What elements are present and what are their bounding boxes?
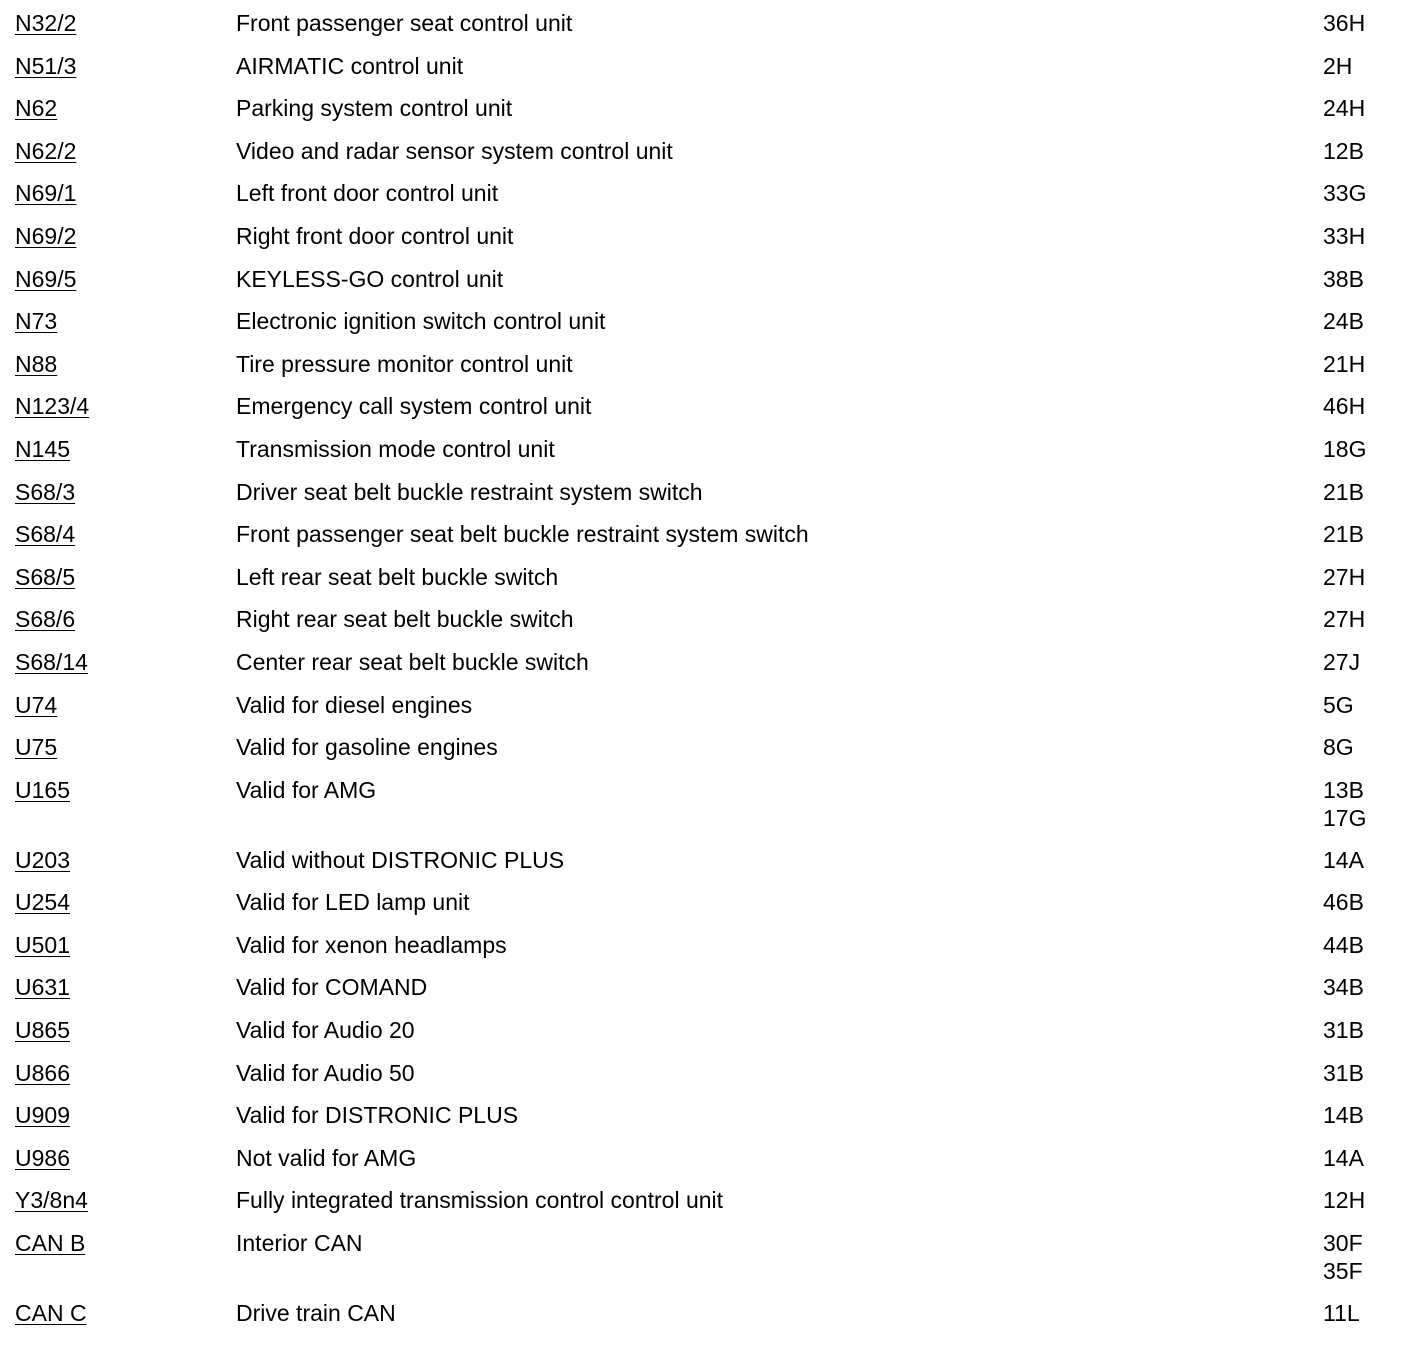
component-code-link[interactable]: N62/2 — [15, 137, 77, 164]
component-code-link[interactable]: N69/2 — [15, 222, 77, 249]
component-description: Valid for AMG — [236, 776, 377, 803]
component-description: Valid for diesel engines — [236, 691, 473, 718]
component-code-link[interactable]: N145 — [15, 435, 70, 462]
legend-row — [0, 605, 1408, 648]
grid-reference-list — [1323, 931, 1364, 959]
grid-reference: 31B — [1323, 1059, 1364, 1086]
component-description: Valid for DISTRONIC PLUS — [236, 1102, 519, 1129]
component-description: AIRMATIC control unit — [236, 52, 464, 79]
legend-row — [0, 520, 1408, 563]
component-description: Fully integrated transmission control control unit — [236, 1187, 724, 1214]
component-description: Valid without DISTRONIC PLUS — [236, 846, 565, 873]
component-code-link[interactable]: CAN C — [15, 1300, 87, 1327]
component-code-link[interactable]: N32/2 — [15, 10, 77, 36]
legend-row — [0, 1059, 1408, 1102]
grid-reference-list — [1323, 1144, 1364, 1172]
grid-reference-list — [1323, 888, 1364, 916]
legend-row — [0, 1299, 1408, 1342]
component-code-link[interactable]: U165 — [15, 776, 70, 803]
grid-reference-list — [1323, 137, 1364, 165]
grid-reference-list — [1323, 973, 1364, 1001]
component-code-link[interactable]: U74 — [15, 691, 58, 718]
grid-reference: 21H — [1323, 350, 1366, 377]
grid-reference-list — [1323, 94, 1365, 122]
grid-reference-list — [1323, 307, 1364, 335]
grid-reference-list — [1323, 520, 1364, 548]
grid-reference-list — [1323, 52, 1352, 80]
grid-reference-list — [1323, 265, 1364, 293]
component-code-link[interactable]: N51/3 — [15, 52, 77, 79]
legend-row — [0, 563, 1408, 606]
legend-row — [0, 137, 1408, 180]
grid-reference-list — [1323, 350, 1365, 378]
grid-reference: 46H — [1323, 393, 1366, 420]
component-description: Front passenger seat belt buckle restraint system switch — [236, 521, 809, 548]
grid-reference: 31B — [1323, 1017, 1364, 1044]
grid-reference-list — [1323, 222, 1365, 250]
legend-row — [0, 1101, 1408, 1144]
legend-row — [0, 1144, 1408, 1187]
grid-reference-list — [1323, 776, 1366, 832]
component-code-link[interactable]: U501 — [15, 931, 70, 958]
component-description: Valid for COMAND — [236, 974, 428, 1001]
grid-reference: 13B — [1323, 776, 1364, 803]
grid-reference: 30F — [1323, 1230, 1363, 1257]
legend-row — [0, 733, 1408, 776]
component-code-link[interactable]: U631 — [15, 974, 70, 1001]
component-description: Transmission mode control unit — [236, 435, 555, 462]
component-code-link[interactable]: N69/1 — [15, 180, 77, 207]
grid-reference: 12B — [1323, 137, 1364, 164]
grid-reference-list — [1323, 478, 1364, 506]
legend-row — [0, 776, 1408, 846]
component-code-link[interactable]: S68/5 — [15, 563, 76, 590]
component-description: Emergency call system control unit — [236, 393, 592, 420]
grid-reference: 44B — [1323, 931, 1364, 958]
component-code-link[interactable]: S68/4 — [15, 521, 76, 548]
component-description: Right rear seat belt buckle switch — [236, 606, 574, 633]
component-code-link[interactable]: U203 — [15, 846, 70, 873]
grid-reference-list — [1323, 9, 1365, 37]
grid-reference-list — [1323, 1299, 1360, 1327]
grid-reference: 8G — [1323, 734, 1354, 761]
legend-row — [0, 1229, 1408, 1299]
component-description: Tire pressure monitor control unit — [236, 350, 573, 377]
legend-row — [0, 222, 1408, 265]
component-description: Valid for LED lamp unit — [236, 889, 470, 916]
legend-row — [0, 1016, 1408, 1059]
legend-row — [0, 179, 1408, 222]
component-code-link[interactable]: U909 — [15, 1102, 70, 1129]
legend-row — [0, 846, 1408, 889]
grid-reference-list — [1323, 1101, 1364, 1129]
legend-row — [0, 435, 1408, 478]
grid-reference-list — [1323, 392, 1365, 420]
legend-row — [0, 648, 1408, 691]
component-description: Drive train CAN — [236, 1300, 396, 1327]
grid-reference: 36H — [1323, 10, 1366, 36]
component-description: Valid for gasoline engines — [236, 734, 498, 761]
grid-reference: 5G — [1323, 691, 1354, 718]
grid-reference-list — [1323, 1229, 1363, 1285]
legend-row — [0, 392, 1408, 435]
component-description: Right front door control unit — [236, 222, 514, 249]
component-description: Left front door control unit — [236, 180, 499, 207]
component-code-link[interactable]: S68/6 — [15, 606, 76, 633]
grid-reference-list — [1323, 648, 1360, 676]
component-description: Driver seat belt buckle restraint system switch — [236, 478, 703, 505]
component-code-link[interactable]: U865 — [15, 1017, 70, 1044]
component-code-link[interactable]: CAN B — [15, 1230, 86, 1257]
legend-row — [0, 52, 1408, 95]
component-description: Video and radar sensor system control unit — [236, 137, 673, 164]
grid-reference: 11L — [1323, 1300, 1360, 1327]
grid-reference: 21B — [1323, 478, 1364, 505]
grid-reference-list — [1323, 179, 1366, 207]
legend-row — [0, 307, 1408, 350]
component-code-link[interactable]: N123/4 — [15, 393, 90, 420]
grid-reference: 2H — [1323, 52, 1353, 79]
component-description: Parking system control unit — [236, 95, 513, 122]
component-description: Valid for Audio 50 — [236, 1059, 415, 1086]
component-description: KEYLESS-GO control unit — [236, 265, 504, 292]
legend-row — [0, 1186, 1408, 1229]
component-code-link[interactable]: N73 — [15, 308, 58, 335]
grid-reference: 24B — [1323, 308, 1364, 335]
grid-reference: 46B — [1323, 889, 1364, 916]
component-description: Front passenger seat control unit — [236, 10, 573, 36]
component-description: Valid for Audio 20 — [236, 1017, 415, 1044]
grid-reference: 14A — [1323, 846, 1364, 873]
grid-reference: 24H — [1323, 95, 1366, 122]
legend-row — [0, 478, 1408, 521]
grid-reference-list — [1323, 1016, 1364, 1044]
component-code-link[interactable]: S68/14 — [15, 648, 88, 675]
grid-reference-list — [1323, 691, 1354, 719]
legend-row — [0, 350, 1408, 393]
grid-reference: 33H — [1323, 222, 1366, 249]
legend-row — [0, 888, 1408, 931]
grid-reference-list — [1323, 563, 1365, 591]
component-description: Center rear seat belt buckle switch — [236, 648, 589, 675]
component-description: Left rear seat belt buckle switch — [236, 563, 559, 590]
component-code-link[interactable]: Y3/8n4 — [15, 1187, 88, 1214]
grid-reference: 27H — [1323, 606, 1366, 633]
grid-reference: 14A — [1323, 1144, 1364, 1171]
legend-row — [0, 931, 1408, 974]
grid-reference-list — [1323, 435, 1366, 463]
grid-reference: 38B — [1323, 265, 1364, 292]
component-code-link[interactable]: U75 — [15, 734, 58, 761]
grid-reference-list — [1323, 846, 1364, 874]
component-code-link[interactable]: U866 — [15, 1059, 70, 1086]
grid-reference-list — [1323, 1186, 1365, 1214]
grid-reference: 21B — [1323, 521, 1364, 548]
grid-reference-list — [1323, 1059, 1364, 1087]
grid-reference: 35F — [1323, 1258, 1363, 1285]
grid-reference: 27J — [1323, 648, 1361, 675]
grid-reference: 17G — [1323, 804, 1367, 831]
grid-reference-list — [1323, 733, 1354, 761]
component-code-link[interactable]: U986 — [15, 1144, 70, 1171]
component-code-link[interactable]: N88 — [15, 350, 58, 377]
legend-row — [0, 94, 1408, 137]
grid-reference: 18G — [1323, 435, 1367, 462]
component-description: Valid for xenon headlamps — [236, 931, 507, 958]
component-description: Interior CAN — [236, 1230, 363, 1257]
grid-reference-list — [1323, 605, 1365, 633]
legend-row — [0, 691, 1408, 734]
component-code-link[interactable]: N69/5 — [15, 265, 77, 292]
legend-row — [0, 973, 1408, 1016]
component-legend-list — [0, 9, 1408, 1342]
component-description: Electronic ignition switch control unit — [236, 308, 606, 335]
component-code-link[interactable]: S68/3 — [15, 478, 76, 505]
grid-reference: 33G — [1323, 180, 1367, 207]
legend-row — [0, 9, 1408, 52]
grid-reference: 27H — [1323, 563, 1366, 590]
component-description: Not valid for AMG — [236, 1144, 417, 1171]
component-code-link[interactable]: U254 — [15, 889, 70, 916]
grid-reference: 14B — [1323, 1102, 1364, 1129]
legend-row — [0, 265, 1408, 308]
grid-reference: 12H — [1323, 1187, 1366, 1214]
grid-reference: 34B — [1323, 974, 1364, 1001]
component-code-link[interactable]: N62 — [15, 95, 58, 122]
